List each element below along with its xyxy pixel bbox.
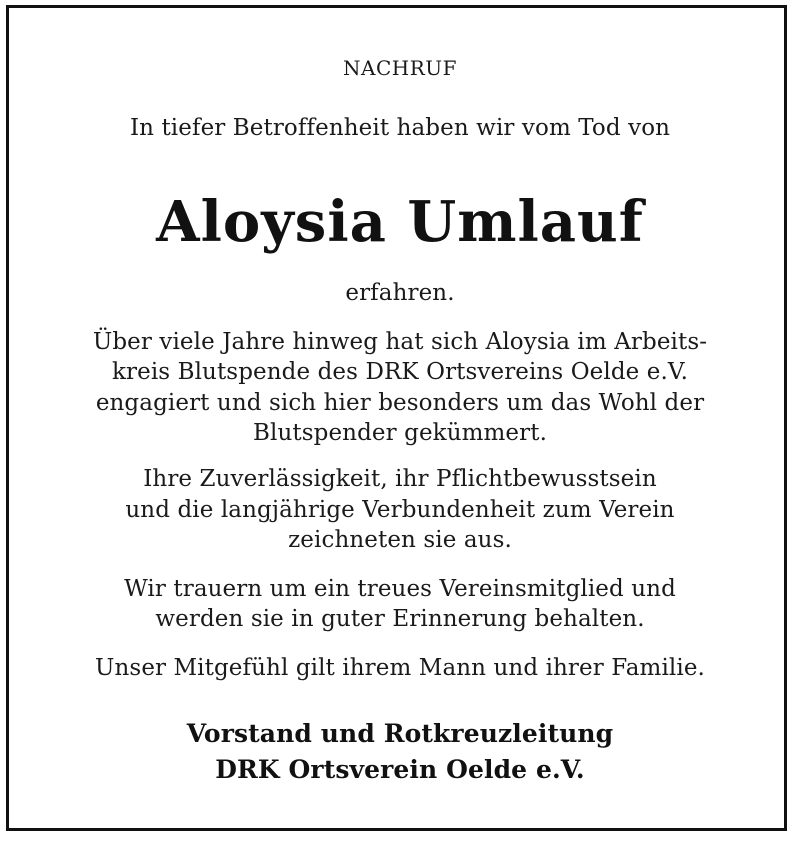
- paragraph-line: engagiert und sich hier besonders um das Wohl der: [95, 390, 705, 416]
- paragraph-line: Blutspender gekümmert.: [253, 420, 547, 446]
- paragraph-line: Ihre Zuverlässigkeit, ihr Pflichtbewusstsein: [143, 466, 657, 492]
- signature-line-2: DRK Ortsverein Oelde e.V.: [215, 755, 585, 784]
- paragraph-line: kreis Blutspende des DRK Ortsvereins Oelde e.V.: [111, 359, 688, 385]
- paragraph-line: Über viele Jahre hinweg hat sich Aloysia im Arbeits-: [92, 329, 708, 355]
- paragraph-line: zeichneten sie aus.: [288, 527, 512, 553]
- paragraph-line: Wir trauern um ein treues Vereinsmitglied und: [124, 576, 676, 602]
- intro-text: In tiefer Betroffenheit haben wir vom Tod von: [129, 115, 671, 141]
- after-name-text: erfahren.: [345, 280, 455, 306]
- notice-title: NACHRUF: [343, 56, 457, 80]
- deceased-name: Aloysia Umlauf: [156, 189, 644, 255]
- paragraph-line: und die langjährige Verbundenheit zum Verein: [125, 497, 675, 523]
- paragraph-line: Unser Mitgefühl gilt ihrem Mann und ihrer Familie.: [95, 655, 705, 681]
- signature-line-1: Vorstand und Rotkreuzleitung: [186, 719, 614, 748]
- paragraph-line: werden sie in guter Erinnerung behalten.: [155, 606, 645, 632]
